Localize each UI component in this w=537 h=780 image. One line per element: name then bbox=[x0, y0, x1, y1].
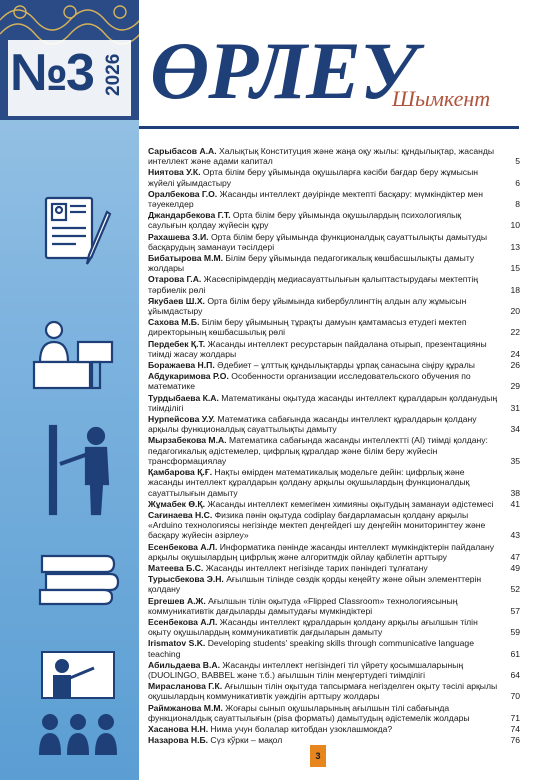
document-pen-icon bbox=[40, 192, 120, 272]
toc-entry[interactable] bbox=[148, 660, 520, 680]
toc-page-number: 8 bbox=[515, 199, 520, 210]
toc-author: Боражаева Н.П. bbox=[148, 360, 215, 371]
toc-author: Irismatov S.K. bbox=[148, 638, 206, 649]
toc-author: Жұмабек Ө.Қ. bbox=[148, 498, 206, 509]
toc-author: Нурпейсова У.У. bbox=[148, 414, 216, 425]
toc-entry[interactable] bbox=[148, 435, 520, 466]
toc-author: Отарова Г.А. bbox=[148, 274, 202, 285]
toc-entry[interactable] bbox=[148, 574, 520, 594]
page-number: 3 bbox=[310, 745, 326, 767]
toc-title: Жасанды интеллект құралдарын қолдану арқылы ағылшын тілін оқыту оқушылардың коммуникативтік дағдыларын дамыту bbox=[148, 616, 478, 638]
toc-page-number: 57 bbox=[510, 605, 520, 616]
toc-entry[interactable] bbox=[148, 617, 520, 637]
toc-title: Особенности организации исследовательского обучения по математике bbox=[148, 371, 471, 392]
toc-page-number: 34 bbox=[510, 424, 520, 435]
toc-entry[interactable] bbox=[148, 317, 520, 337]
toc-page-number: 76 bbox=[510, 735, 520, 746]
toc-entry[interactable] bbox=[148, 724, 520, 734]
toc-title: Жасанды интеллект негізінде тарих пәніндегі тұлғатану bbox=[203, 562, 428, 573]
toc-entry[interactable] bbox=[148, 467, 520, 498]
toc-page-number: 49 bbox=[510, 562, 520, 573]
toc-author: Сарыбасов А.А. bbox=[148, 146, 217, 156]
toc-author: Есенбекова А.Л. bbox=[148, 541, 218, 552]
toc-title: Әдебиет – ұлттық құндылықтарды ұрпақ санасына сіңіру құралы bbox=[214, 360, 475, 371]
toc-title: Жасөспірімдердің медиасауаттылығын қалыптастырудағы мектептің тәрбиелік рөлі bbox=[148, 274, 479, 295]
toc-entry[interactable] bbox=[148, 510, 520, 541]
toc-page-number: 5 bbox=[515, 156, 520, 167]
toc-author: Джандарбекова Г.Т. bbox=[148, 210, 231, 221]
classroom-icon bbox=[36, 650, 120, 762]
toc-author: Бибатырова М.М. bbox=[148, 253, 224, 264]
toc-title: Математиканы оқытуда жасанды интеллект құралдарын қолданудың тиімділігі bbox=[148, 392, 498, 413]
toc-entry[interactable] bbox=[148, 393, 520, 413]
toc-title: Орта білім беру ұйымында кибербуллингтің алдын алу жұмысын ұйымдастыру bbox=[148, 295, 467, 317]
toc-page-number: 70 bbox=[510, 691, 520, 702]
toc-entry[interactable] bbox=[148, 371, 520, 391]
toc-title: Developing students' speaking skills through communicative language teaching bbox=[148, 638, 474, 659]
toc-title: Жасанды интеллект ресурстарын пайдалана отырып, презентацияны тиімді жасау жолдары bbox=[148, 338, 487, 359]
toc-entry[interactable] bbox=[148, 146, 520, 166]
toc-page-number: 6 bbox=[515, 177, 520, 188]
toc-entry[interactable] bbox=[148, 253, 520, 273]
header-rule bbox=[139, 126, 519, 129]
toc-title: Жоғары сынып оқушыларының ағылшын тілі сабағында функционалдық сауаттылығын (pisa форматы) дамытудың әдістемелік жолдары bbox=[148, 702, 470, 723]
toc-entry[interactable] bbox=[148, 296, 520, 316]
toc-author: Якубаев Ш.Х. bbox=[148, 295, 205, 306]
books-icon bbox=[36, 550, 120, 606]
toc-entry[interactable] bbox=[148, 414, 520, 434]
toc-author: Есенбекова А.Л. bbox=[148, 616, 218, 627]
toc-title: Орта білім беру ұйымында оқушылардың психологиялық саулығын қолдау жүйесін құру bbox=[148, 210, 462, 231]
toc-title: Ағылшын тілін оқытуда тапсырмаға негізделген оқыту тәсілі арқылы оқушылардың коммуникативтік уәждігін арттыру жолдары bbox=[148, 681, 498, 702]
toc-author: Оралбекова Г.О. bbox=[148, 188, 218, 199]
toc-author: Мирасланова Г.К. bbox=[148, 681, 223, 692]
toc-entry[interactable] bbox=[148, 167, 520, 187]
toc-entry[interactable] bbox=[148, 339, 520, 359]
toc-title: Нима учун болалар китобдан узоклашмокда? bbox=[208, 723, 393, 734]
toc-page-number: 22 bbox=[510, 327, 520, 338]
toc-entry[interactable] bbox=[148, 735, 520, 745]
toc-page-number: 71 bbox=[510, 712, 520, 723]
presenter-icon bbox=[46, 424, 120, 516]
toc-author: Турдыбаева К.А. bbox=[148, 392, 219, 403]
toc-title: Нақты өмірден математикалық модельге дейін: цифрлық және жасанды интеллект құралдарын қолдану арқылы оқушылардың функционалдық сауаттылығын дамыту bbox=[148, 467, 470, 498]
toc-page-number: 74 bbox=[510, 723, 520, 734]
magazine-logo: ӨРЛЕУ bbox=[150, 25, 416, 116]
toc-page-number: 26 bbox=[510, 360, 520, 371]
toc-page-number: 31 bbox=[510, 402, 520, 413]
toc-title: Жасанды интеллект дәуірінде мектепті басқару: мүмкіндіктер мен тәуекелдер bbox=[148, 188, 483, 210]
teacher-desk-icon bbox=[32, 318, 118, 390]
toc-page-number: 13 bbox=[510, 241, 520, 252]
toc-page-number: 61 bbox=[510, 648, 520, 659]
toc-author: Ниятова У.К. bbox=[148, 167, 201, 178]
toc-entry[interactable] bbox=[148, 703, 520, 723]
toc-author: Сағинаева Н.С. bbox=[148, 509, 213, 520]
toc-page-number: 47 bbox=[510, 551, 520, 562]
toc-title: Сүз кўрки – мақол bbox=[208, 735, 283, 746]
toc-title: Информатика пәнінде жасанды интеллект мүмкіндіктерін пайдалану арқылы оқушылардың цифрлық және алгоритмдік ойлау қабілетін арттыру bbox=[148, 541, 495, 562]
toc-title: Орта білім беру ұйымында оқушыларға кәсіби бағдар беру жұмысын жүйелі ұйымдастыру bbox=[148, 167, 479, 188]
toc-title: Физика пәнін оқытуда codiplay бағдарламасын қолдану арқылы «Arduino технологиясы негізінде мектеп деңгейдегі шу деңгейін мониторингтеу және басқару жүйесін әзірлеу» bbox=[148, 509, 486, 541]
toc-author: Пердебек Қ.Т. bbox=[148, 338, 206, 349]
toc-title: Ағылшын тілін оқытуда «Flipped Classroom» технологиясының коммуникативтік дағдыларды дамытудағы мүмкіндіктері bbox=[148, 595, 458, 616]
toc-page-number: 24 bbox=[510, 348, 520, 359]
toc-page-number: 41 bbox=[510, 498, 520, 509]
issue-year: 2026 bbox=[103, 53, 124, 97]
toc-title: Жасанды интеллект негізіндегі тіл үйрету қосымшаларының (DUOLINGO, BABBEL және т.б.) ағылшын тілін меңгертудегі тиімділігі bbox=[148, 659, 464, 680]
toc-page-number: 29 bbox=[510, 381, 520, 392]
toc-title: Ағылшын тілінде сөздік қорды кеңейту және ойын элементтерін қолдану bbox=[148, 574, 482, 595]
toc-title: Математика сабағында жасанды интеллектті (AI) тиімді қолдану: педагогикалық әдістемелер, цифрлық құралдар және білім беру жүйесін трансформациялау bbox=[148, 435, 488, 466]
toc-page-number: 59 bbox=[510, 627, 520, 638]
toc-page-number: 15 bbox=[510, 263, 520, 274]
toc-author: Матеева Б.С. bbox=[148, 562, 204, 573]
toc-entry[interactable] bbox=[148, 681, 520, 701]
toc-page-number: 10 bbox=[510, 220, 520, 231]
toc-entry[interactable] bbox=[148, 274, 520, 294]
toc-title: Білім беру ұйымының тұрақты дамуын қамтамасыз етудегі мектеп директорының көшбасшылық рөлі bbox=[148, 317, 467, 338]
toc-author: Сахова М.Б. bbox=[148, 317, 200, 328]
toc-author: Турысбекова Э.Н. bbox=[148, 574, 224, 585]
toc-entry[interactable] bbox=[148, 638, 520, 658]
toc-title: Жасанды интеллект кемегімен химияны оқытудың заманауи әдістемесі bbox=[205, 498, 494, 509]
issue-number: №3 bbox=[10, 44, 93, 102]
toc-author: Мырзабекова М.А. bbox=[148, 435, 227, 446]
table-of-contents bbox=[148, 146, 520, 745]
toc-title: Халықтық Конституция және жаңа оқу жылы: құндылықтар, жасанды интеллект және адами капитал bbox=[148, 146, 495, 167]
toc-entry[interactable] bbox=[148, 596, 520, 616]
toc-author: Хасанова Н.Н. bbox=[148, 723, 209, 734]
toc-page-number: 18 bbox=[510, 284, 520, 295]
toc-entry[interactable] bbox=[148, 189, 520, 209]
toc-author: Назарова Н.Б. bbox=[148, 735, 209, 746]
toc-author: Абдукаримова Р.О. bbox=[148, 371, 229, 382]
toc-entry[interactable] bbox=[148, 360, 520, 370]
toc-author: Қамбарова Қ.Ғ. bbox=[148, 467, 213, 478]
toc-page-number: 64 bbox=[510, 669, 520, 680]
toc-entry[interactable] bbox=[148, 542, 520, 562]
logo-subtitle: Шымкент bbox=[392, 86, 491, 111]
toc-page-number: 43 bbox=[510, 530, 520, 541]
toc-author: Раймжанова М.М. bbox=[148, 702, 223, 713]
toc-author: Рахашева З.И. bbox=[148, 231, 209, 242]
toc-page-number: 35 bbox=[510, 455, 520, 466]
toc-page-number: 20 bbox=[510, 306, 520, 317]
toc-page-number: 38 bbox=[510, 487, 520, 498]
toc-title: Орта білім беру ұйымында функционалдық сауаттылықты дамытуды басқарудың заманауи тәсілдері bbox=[148, 231, 488, 252]
toc-author: Абильдаева В.А. bbox=[148, 659, 220, 670]
toc-title: Білім беру ұйымында педагогикалық көшбасшылықты дамыту жолдары bbox=[148, 253, 475, 274]
toc-title: Математика сабағында жасанды интеллект құралдарын қолдану арқылы функционалдық сауаттылықты дамыту bbox=[148, 414, 477, 435]
toc-page-number: 52 bbox=[510, 584, 520, 595]
toc-entry[interactable] bbox=[148, 563, 520, 573]
toc-entry[interactable] bbox=[148, 232, 520, 252]
toc-entry[interactable] bbox=[148, 499, 520, 509]
toc-entry[interactable] bbox=[148, 210, 520, 230]
toc-author: Ергешев А.Ж. bbox=[148, 595, 206, 606]
